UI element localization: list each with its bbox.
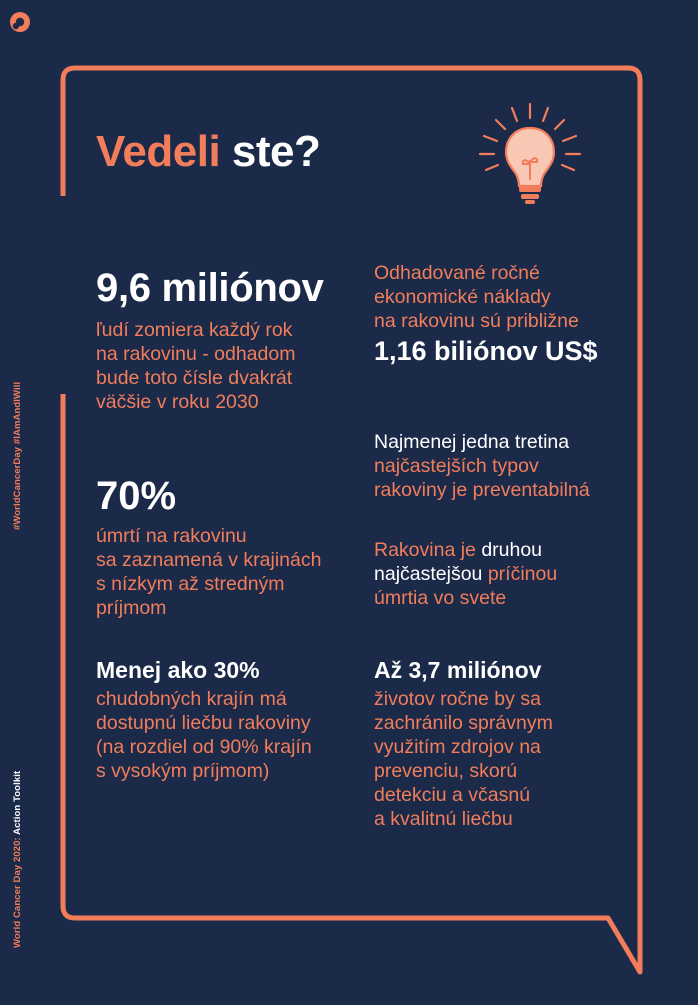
fact-line-part: príčinou <box>487 563 558 585</box>
fact-number: 70% <box>96 474 177 518</box>
fact-second-cause <box>374 538 634 610</box>
fact-description <box>374 687 634 831</box>
fact-line: rakoviny je preventabilná <box>374 479 590 501</box>
fact-line: ľudí zomiera každý rok <box>96 319 293 341</box>
fact-line: ekonomické náklady <box>374 286 551 308</box>
fact-line: úmrtia vo svete <box>374 587 507 609</box>
fact-line: a kvalitnú liečbu <box>374 808 513 831</box>
fact-line: dostupnú liečbu rakoviny <box>96 712 311 735</box>
fact-line: Najmenej jedna tretina <box>374 431 570 453</box>
page-title <box>96 128 320 176</box>
fact-line-part: Rakovina je <box>374 539 482 561</box>
fact-line: prevenciu, skorú <box>374 760 518 783</box>
lightbulb-icon <box>470 98 590 218</box>
fact-line: využitím zdrojov na <box>374 736 541 759</box>
fact-line: životov ročne by sa <box>374 688 541 711</box>
side-toolkit-prefix <box>12 771 23 948</box>
fact-preventable <box>374 430 634 502</box>
world-cancer-day-logo-icon <box>8 10 32 34</box>
fact-line: na rakovinu sú približne <box>374 310 579 332</box>
title-word-orange: Vedeli <box>96 127 221 176</box>
fact-description <box>374 261 634 333</box>
fact-line: na rakovinu - odhadom <box>96 343 296 365</box>
fact-line: väčšie v roku 2030 <box>96 391 259 413</box>
fact-number: 9,6 miliónov <box>96 266 324 310</box>
fact-less-than-30 <box>96 658 366 783</box>
title-word-white: ste? <box>220 127 321 176</box>
fact-number: Až 3,7 miliónov <box>374 657 542 683</box>
fact-line: bude toto čísle dvakrát <box>96 367 293 389</box>
fact-line: s vysokým príjmom) <box>96 760 270 783</box>
fact-economic-costs <box>374 261 634 367</box>
fact-number: 1,16 biliónov US$ <box>374 336 598 366</box>
fact-line: s nízkym až stredným <box>96 573 285 595</box>
fact-line: Odhadované ročné <box>374 262 540 284</box>
fact-line: (na rozdiel od 90% krajín <box>96 736 312 759</box>
fact-line: zachránilo správnym <box>374 712 553 735</box>
fact-description <box>96 524 366 620</box>
fact-line: najčastejších typov <box>374 455 539 477</box>
fact-9-6-million <box>96 266 366 414</box>
fact-70-percent <box>96 474 366 620</box>
side-hashtags: #WorldCancerDay #IAmAndIWill <box>12 381 23 530</box>
fact-line: sa zaznamená v krajinách <box>96 549 322 571</box>
fact-line: detekciu a včasnú <box>374 784 531 807</box>
fact-number: Menej ako 30% <box>96 657 260 683</box>
fact-line-part: druhou <box>481 539 543 561</box>
fact-line <box>374 538 634 562</box>
fact-line-part: najčastejšou <box>374 563 488 585</box>
fact-line: úmrtí na rakovinu <box>96 525 247 547</box>
fact-3-7-million <box>374 658 634 831</box>
fact-description <box>96 318 366 414</box>
fact-line: chudobných krajín má <box>96 688 287 711</box>
side-toolkit-prefix-text: World Cancer Day 2020: <box>12 837 23 948</box>
fact-line <box>374 562 634 586</box>
fact-line: príjmom <box>96 597 167 619</box>
fact-description <box>96 687 366 783</box>
side-toolkit-suffix-text: Action Toolkit <box>12 770 23 835</box>
